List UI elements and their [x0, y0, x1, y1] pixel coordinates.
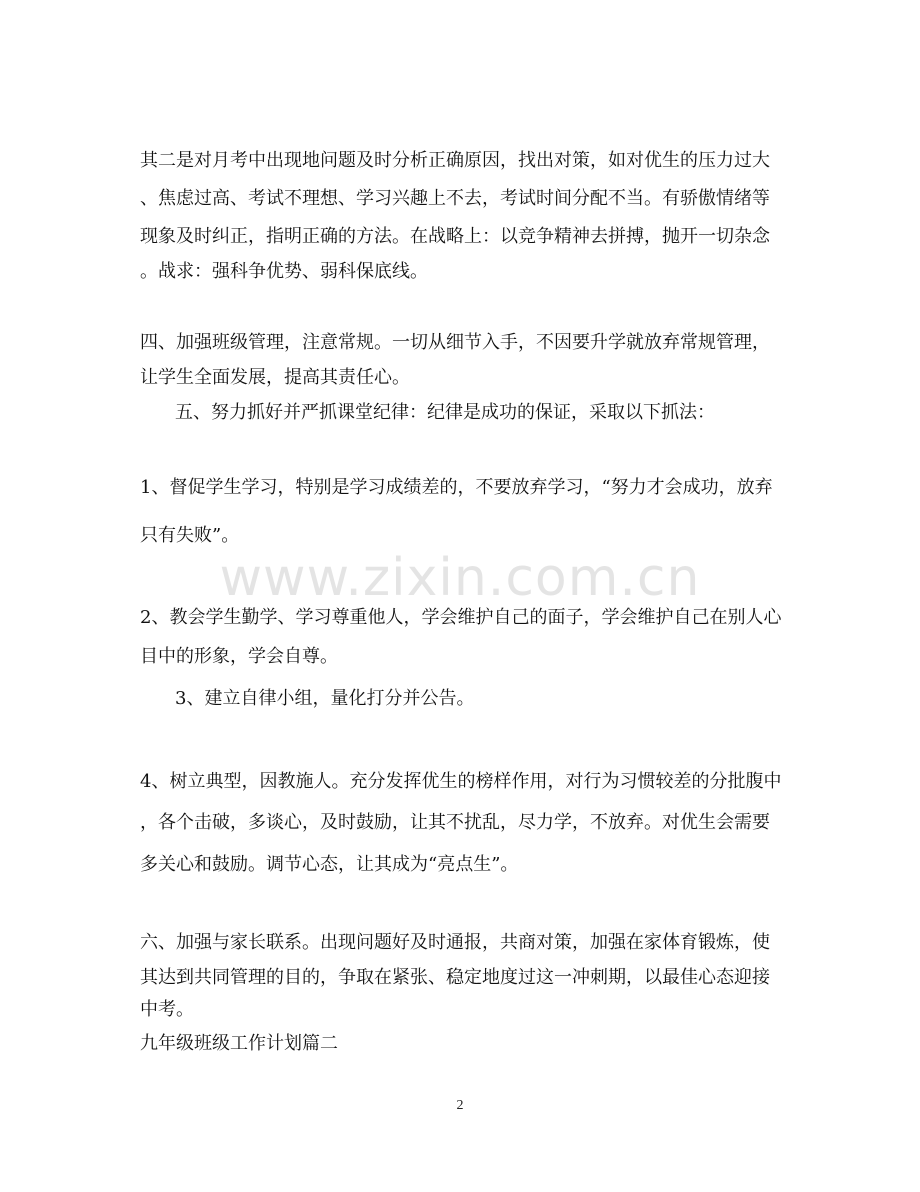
paragraph-line: 。战求：强科争优势、弱科保底线。 — [140, 261, 428, 282]
paragraph-line: 多关心和鼓励。调节心态，让其成为“亮点生”。 — [140, 854, 519, 875]
paragraph-line: 其达到共同管理的目的，争取在紧张、稳定地度过这一冲刺期，以最佳心态迎接 — [140, 967, 770, 988]
paragraph-line: 只有失败”。 — [140, 525, 240, 546]
paragraph-line: 目中的形象，学会自尊。 — [140, 646, 338, 667]
watermark: www.zixin.com.cn — [219, 548, 701, 608]
paragraph-line: 四、加强班级管理，注意常规。一切从细节入手，不因要升学就放弃常规管理， — [140, 332, 770, 353]
paragraph-line: 4、树立典型，因教施人。充分发挥优生的榜样作用，对行为习惯较差的分批腹中 — [140, 771, 782, 792]
section-heading: 九年级班级工作计划篇二 — [140, 1033, 338, 1054]
paragraph-line: 现象及时纠正，指明正确的方法。在战略上：以竞争精神去拼搏，抛开一切杂念 — [140, 226, 770, 247]
paragraph-line: ，各个击破，多谈心，及时鼓励，让其不扰乱，尽力学，不放弃。对优生会需要 — [140, 812, 770, 833]
paragraph-line: 五、努力抓好并严抓课堂纪律：纪律是成功的保证，采取以下抓法： — [175, 402, 715, 423]
paragraph-line: 3、建立自律小组，量化打分并公告。 — [175, 688, 475, 709]
paragraph-line: 2、教会学生勤学、学习尊重他人，学会维护自己的面子，学会维护自己在别人心 — [140, 607, 782, 628]
paragraph-line: 其二是对月考中出现地问题及时分析正确原因，找出对策，如对优生的压力过大 — [140, 150, 770, 171]
paragraph-line: 、焦虑过高、考试不理想、学习兴趣上不去，考试时间分配不当。有骄傲情绪等 — [140, 188, 770, 209]
paragraph-line: 中考。 — [140, 999, 194, 1020]
page-number: 2 — [456, 1098, 464, 1113]
paragraph-line: 1、督促学生学习，特别是学习成绩差的，不要放弃学习，“努力才会成功，放弃 — [140, 477, 773, 498]
paragraph-line: 让学生全面发展，提高其责任心。 — [140, 367, 410, 388]
paragraph-line: 六、加强与家长联系。出现问题好及时通报，共商对策，加强在家体育锻炼，使 — [140, 932, 770, 953]
